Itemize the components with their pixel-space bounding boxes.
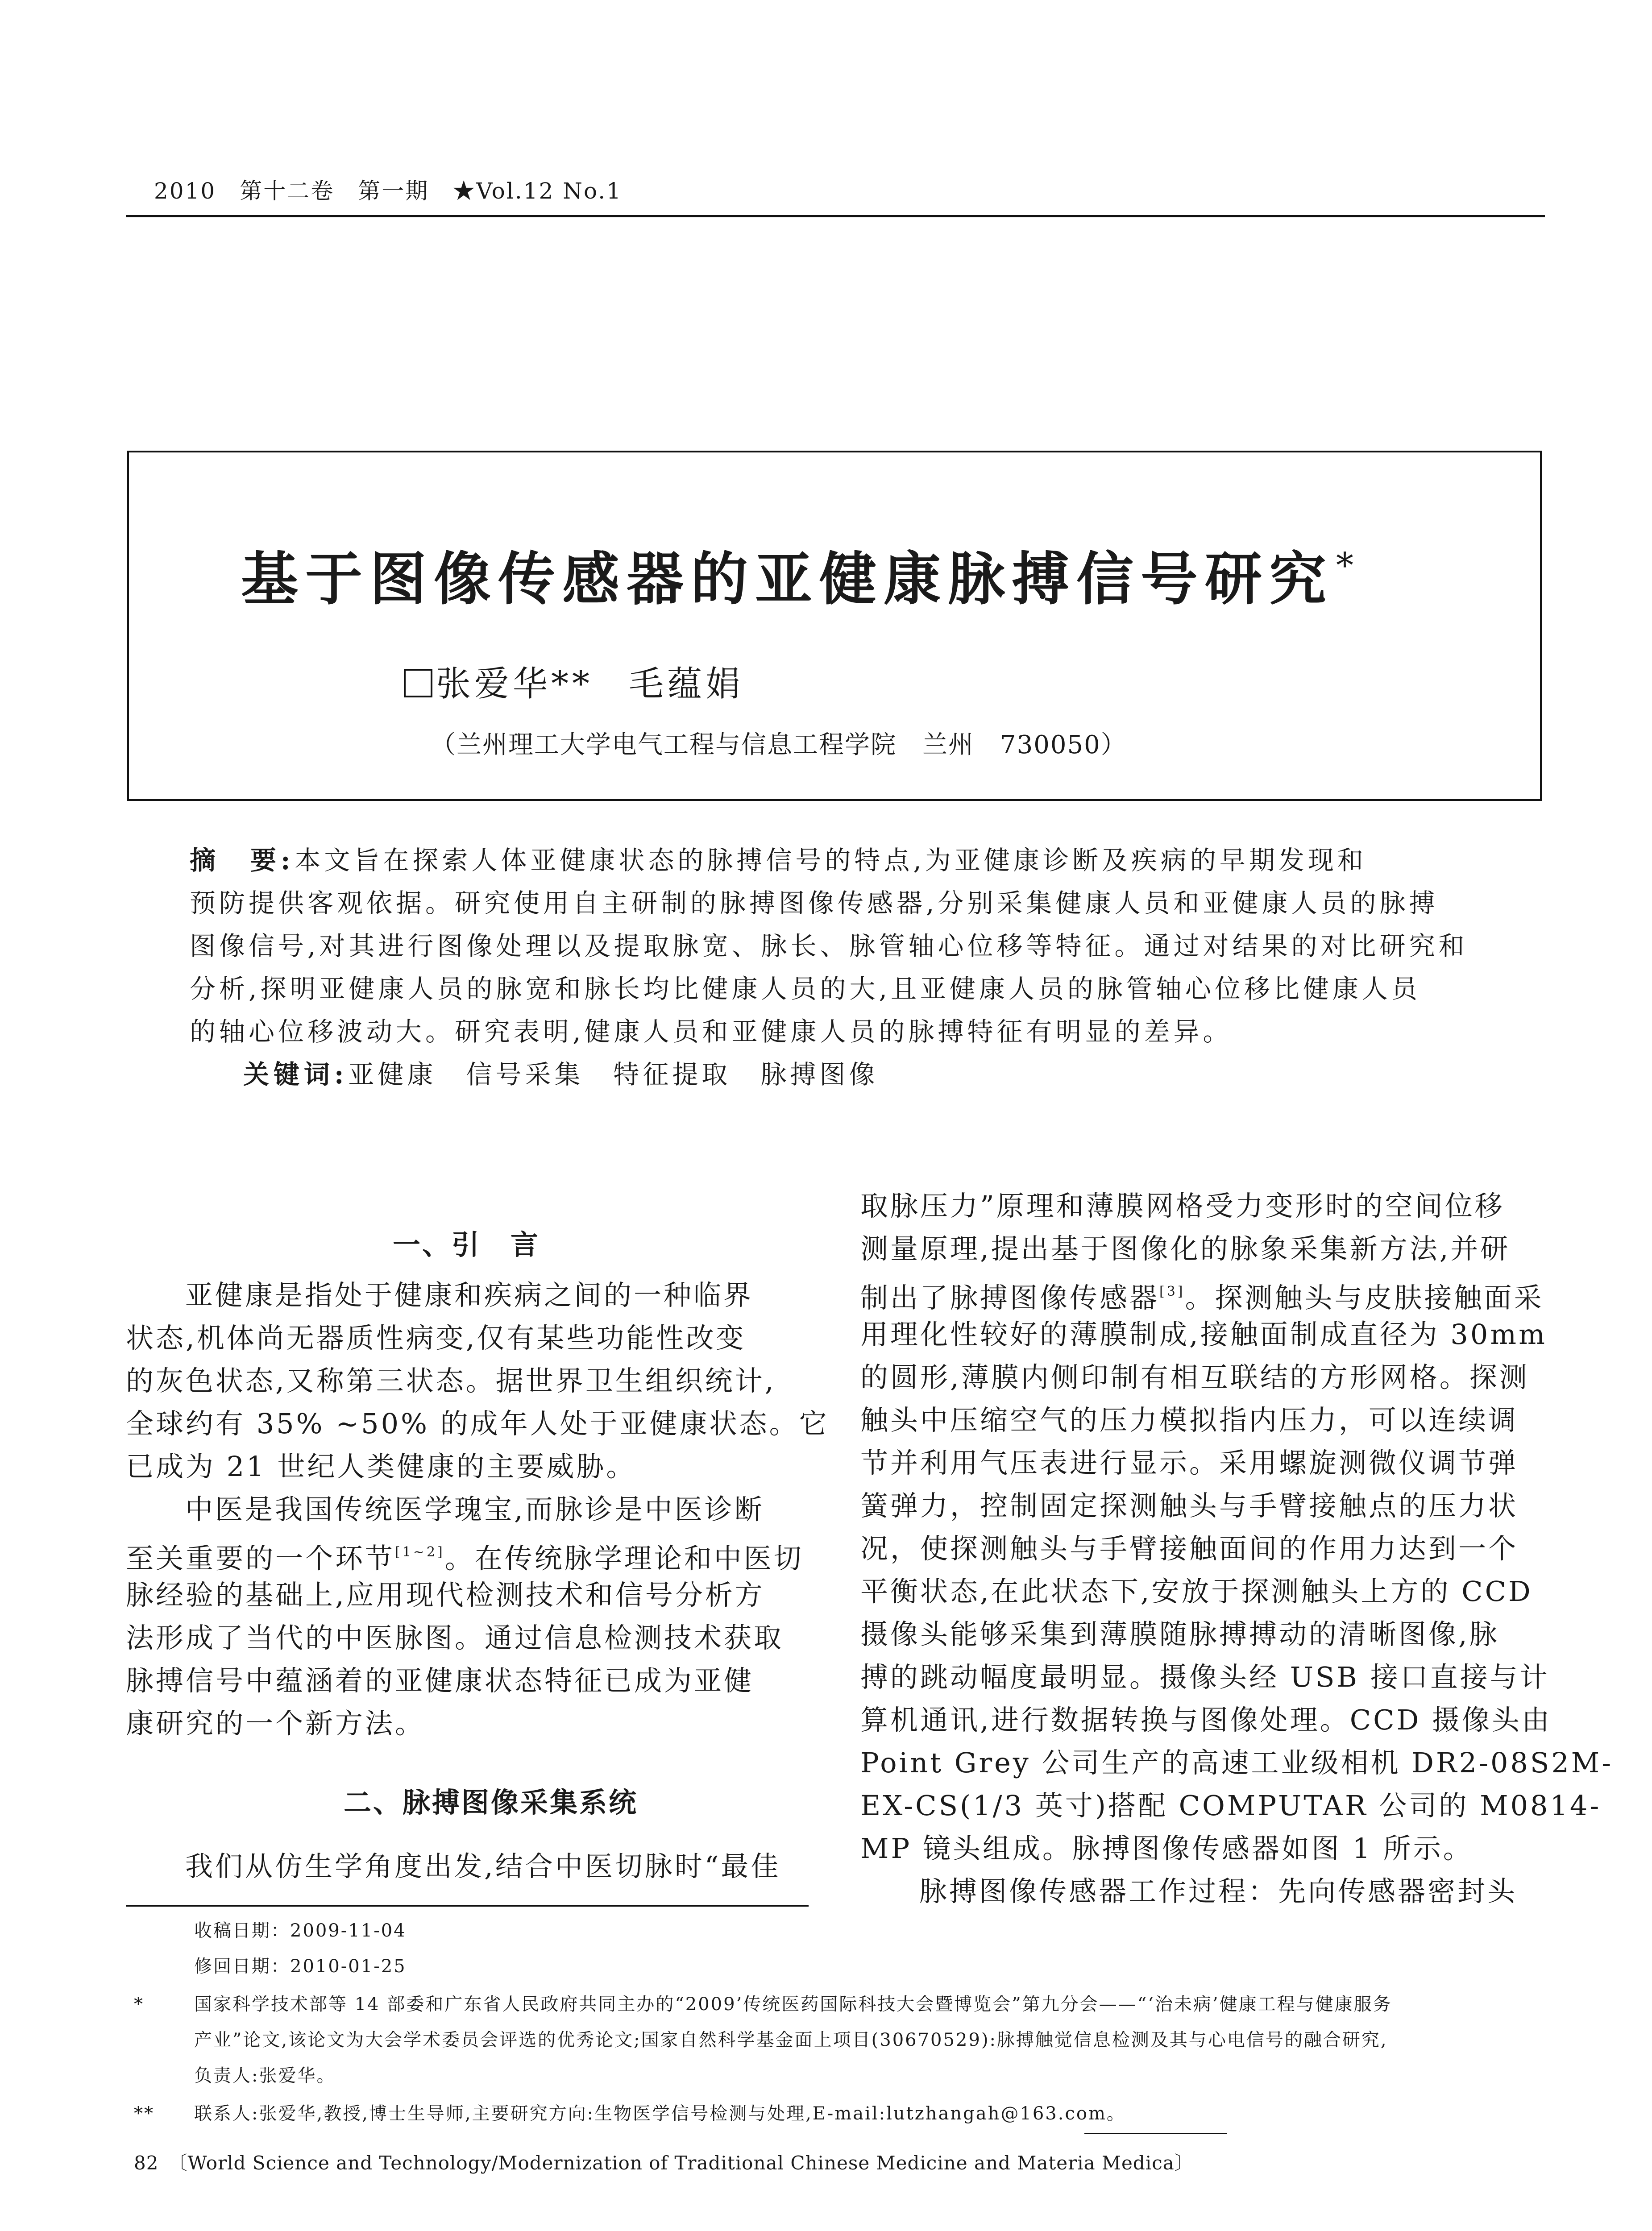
body-line: 法形成了当代的中医脉图。通过信息检测技术获取 bbox=[126, 1621, 784, 1654]
section-heading-system: 二、脉搏图像采集系统 bbox=[344, 1786, 639, 1819]
body-line: 簧弹力，控制固定探测触头与手臂接触点的压力状 bbox=[860, 1489, 1519, 1522]
section-heading-intro: 一、引 言 bbox=[393, 1228, 540, 1261]
page-footer: 82 〔World Science and Technology/Modernization of Traditional Chinese Medicine and Materia Medica〕 bbox=[134, 2152, 1194, 2174]
body-line: MP 镜头组成。脉搏图像传感器如图 1 所示。 bbox=[860, 1832, 1473, 1865]
body-line: 节并利用气压表进行显示。采用螺旋测微仪调节弹 bbox=[860, 1447, 1519, 1479]
body-line: Point Grey 公司生产的高速工业级相机 DR2-08S2M- bbox=[860, 1746, 1614, 1779]
author-line bbox=[404, 656, 744, 706]
body-line: 至关重要的一个环节[1~2]。在传统脉学理论和中医切 bbox=[126, 1542, 804, 1575]
paper-title-text: 基于图像传感器的亚健康脉搏信号研究 bbox=[241, 546, 1334, 613]
footnote-mark: * bbox=[134, 1994, 144, 2015]
fund-note-line: 国家科学技术部等 14 部委和广东省人民政府共同主办的“2009’传统医药国际科技大会暨博览会”第九分会——“‘治未病’健康工程与健康服务 bbox=[194, 1994, 1392, 2015]
citation: [1~2] bbox=[395, 1544, 445, 1560]
body-line: 我们从仿生学角度出发,结合中医切脉时“最佳 bbox=[185, 1850, 781, 1883]
body-line: 平衡状态,在此状态下,安放于探测触头上方的 CCD bbox=[860, 1575, 1533, 1608]
body-line: 触头中压缩空气的压力模拟指内压力，可以连续调 bbox=[860, 1404, 1519, 1436]
square-icon bbox=[404, 669, 432, 697]
body-line: 取脉压力”原理和薄膜网格受力变形时的空间位移 bbox=[860, 1190, 1505, 1222]
citation: [3] bbox=[1159, 1284, 1185, 1299]
author-1: 张爱华** bbox=[436, 664, 594, 704]
body-line: 算机通讯,进行数据转换与图像处理。CCD 摄像头由 bbox=[860, 1704, 1552, 1736]
footnote-rule bbox=[126, 1905, 809, 1907]
title-footnote-mark: * bbox=[1336, 546, 1361, 586]
body-line: 全球约有 35% ~50% 的成年人处于亚健康状态。它 bbox=[126, 1407, 829, 1440]
footnote-rule bbox=[1084, 2133, 1227, 2134]
keywords-label: 关键词: bbox=[243, 1059, 349, 1090]
abstract-label: 摘 要: bbox=[190, 845, 295, 875]
body-line: 脉搏信号中蕴涵着的亚健康状态特征已成为亚健 bbox=[126, 1664, 754, 1697]
author-2: 毛蕴娟 bbox=[629, 664, 744, 704]
received-date: 收稿日期：2009-11-04 bbox=[194, 1920, 407, 1941]
abstract-line: 图像信号,对其进行图像处理以及提取脉宽、脉长、脉管轴心位移等特征。通过对结果的对比研究和 bbox=[190, 931, 1468, 961]
header-rule bbox=[126, 215, 1545, 217]
body-line: 亚健康是指处于健康和疾病之间的一种临界 bbox=[185, 1279, 754, 1311]
body-line: 测量原理,提出基于图像化的脉象采集新方法,并研 bbox=[860, 1232, 1511, 1265]
fund-note-line: 负责人:张爱华。 bbox=[194, 2065, 336, 2086]
fund-note-line: 产业”论文,该论文为大会学术委员会评选的优秀论文;国家自然科学基金面上项目(30670529):脉搏触觉信息检测及其与心电信号的融合研究, bbox=[194, 2030, 1388, 2050]
body-line: 的灰色状态,又称第三状态。据世界卫生组织统计, bbox=[126, 1364, 776, 1397]
body-line: 的圆形,薄膜内侧印制有相互联结的方形网格。探测 bbox=[860, 1361, 1529, 1393]
abstract-line: 摘 要:本文旨在探索人体亚健康状态的脉搏信号的特点,为亚健康诊断及疾病的早期发现和 bbox=[190, 845, 1367, 875]
abstract-line: 的轴心位移波动大。研究表明,健康人员和亚健康人员的脉搏特征有明显的差异。 bbox=[190, 1016, 1233, 1047]
contact-note: 联系人:张爱华,教授,博士生导师,主要研究方向:生物医学信号检测与处理,E-mail:lutzhangah@163.com。 bbox=[194, 2103, 1126, 2124]
body-line: 摄像头能够采集到薄膜随脉搏搏动的清晰图像,脉 bbox=[860, 1618, 1499, 1650]
body-line: 脉搏图像传感器工作过程：先向传感器密封头 bbox=[919, 1875, 1518, 1908]
body-line: 用理化性较好的薄膜制成,接触面制成直径为 30mm bbox=[860, 1318, 1547, 1351]
body-line: 状态,机体尚无器质性病变,仅有某些功能性改变 bbox=[126, 1322, 746, 1354]
body-line: 中医是我国传统医学瑰宝,而脉诊是中医诊断 bbox=[185, 1493, 764, 1526]
revised-date: 修回日期：2010-01-25 bbox=[194, 1956, 407, 1977]
body-line: 制出了脉搏图像传感器[3]。探测触头与皮肤接触面采 bbox=[860, 1281, 1544, 1314]
running-header: 2010 第十二卷 第一期 ★Vol.12 No.1 bbox=[154, 178, 622, 204]
body-line: 脉经验的基础上,应用现代检测技术和信号分析方 bbox=[126, 1579, 765, 1611]
body-line: 已成为 21 世纪人类健康的主要威胁。 bbox=[126, 1450, 636, 1483]
body-line: 搏的跳动幅度最明显。摄像头经 USB 接口直接与计 bbox=[860, 1661, 1550, 1693]
body-line: EX-CS(1/3 英寸)搭配 COMPUTAR 公司的 M0814- bbox=[860, 1789, 1602, 1822]
footnote-mark: ** bbox=[134, 2103, 154, 2124]
abstract-line: 分析,探明亚健康人员的脉宽和脉长均比健康人员的大,且亚健康人员的脉管轴心位移比健康人员 bbox=[190, 974, 1421, 1004]
paper-title bbox=[241, 533, 1361, 615]
body-line: 康研究的一个新方法。 bbox=[126, 1707, 425, 1740]
abstract-line: 预防提供客观依据。研究使用自主研制的脉搏图像传感器,分别采集健康人员和亚健康人员的脉搏 bbox=[190, 888, 1439, 918]
body-line: 况，使探测触头与手臂接触面间的作用力达到一个 bbox=[860, 1532, 1519, 1565]
affiliation: （兰州理工大学电气工程与信息工程学院 兰州 730050） bbox=[431, 730, 1127, 759]
keywords: 亚健康 信号采集 特征提取 脉搏图像 bbox=[348, 1059, 879, 1090]
keywords-line bbox=[243, 1053, 878, 1096]
